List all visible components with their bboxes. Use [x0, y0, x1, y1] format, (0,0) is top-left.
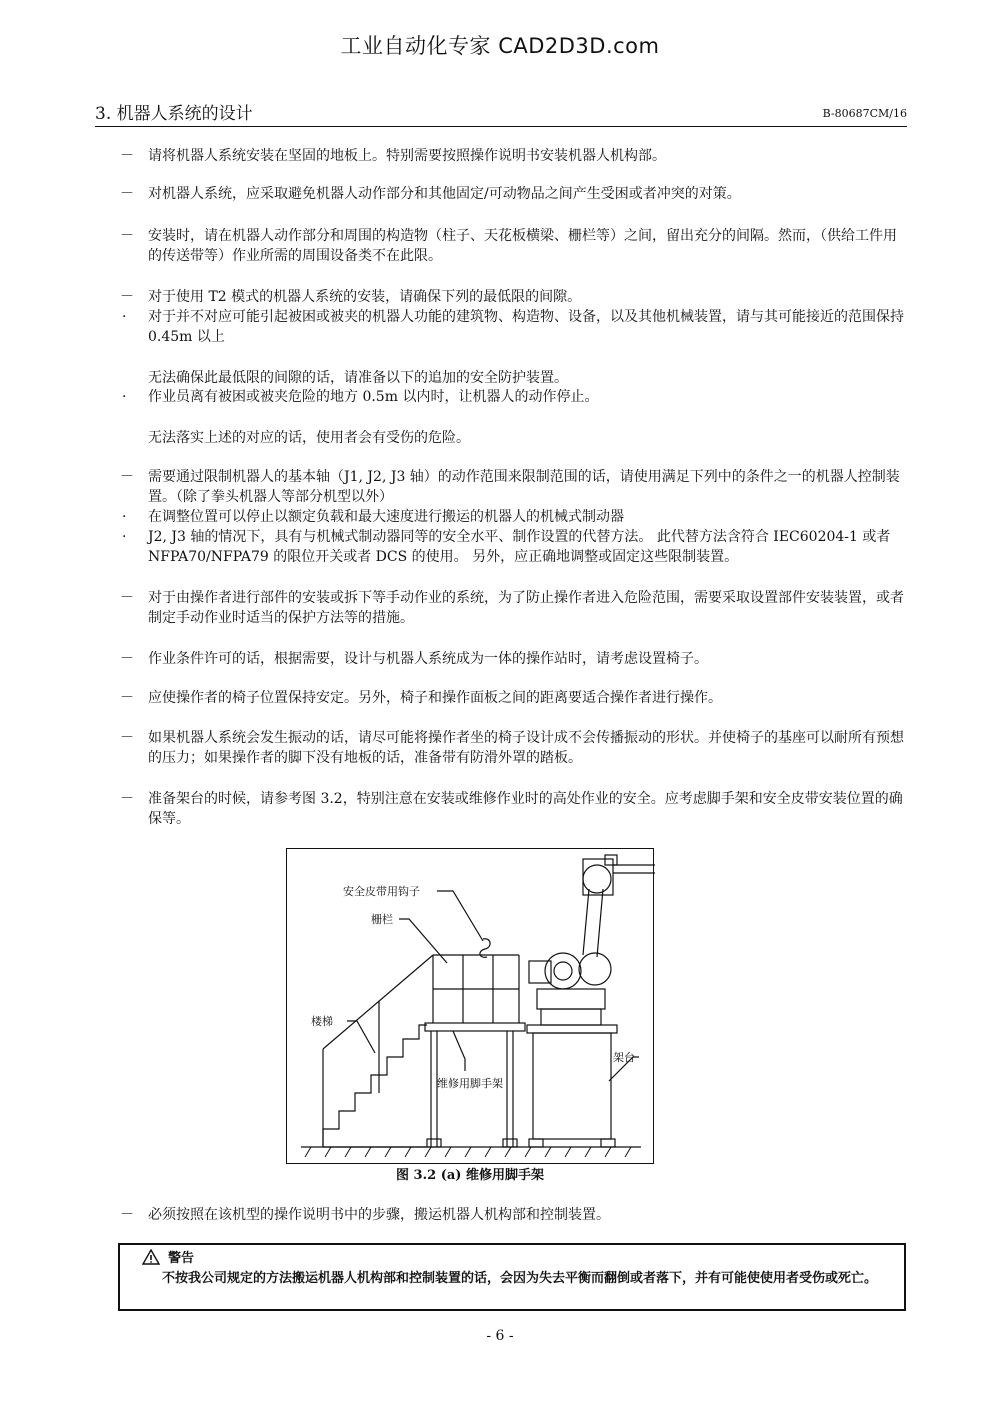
item-text: 必须按照在该机型的操作说明书中的步骤，搬运机器人机构部和控制装置。: [148, 1207, 610, 1223]
item-text: 对于由操作者进行部件的安装或拆下等手动作业的系统，为了防止操作者进入危险范围，需要采取设置部件安装装置，或者制定手动作业时适当的保护方法等的措施。: [148, 590, 904, 626]
section-title: 3. 机器人系统的设计: [95, 104, 253, 124]
t2-bullet-1: [122, 307, 906, 347]
t2-paragraph-1: 无法确保此最低限的间隙的话，请准备以下的追加的安全防护装置。: [148, 370, 568, 386]
warning-title: [142, 1249, 194, 1269]
list-item: [120, 467, 906, 507]
label-fence: 栅栏: [371, 913, 393, 926]
dash-marker: －: [120, 590, 134, 606]
list-item: [120, 184, 906, 204]
item-text: 对机器人系统，应采取避免机器人动作部分和其他固定/可动物品之间产生受困或者冲突的对策。: [148, 186, 741, 202]
axis-bullet-2: [122, 527, 906, 567]
watermark-title: 工业自动化专家 CAD2D3D.com: [340, 34, 660, 58]
bullet-text: 作业员离有被困或被夹危险的地方 0.5m 以内时，让机器人的动作停止。: [148, 389, 599, 405]
warning-title-text: 警告: [168, 1251, 195, 1266]
label-scaffold: 维修用脚手架: [437, 1077, 503, 1090]
item-text: 对于使用 T2 模式的机器人系统的安装，请确保下列的最低限的间隙。: [148, 289, 582, 305]
list-item: [120, 649, 906, 669]
list-item: [120, 146, 906, 166]
document-code: B-80687CM/16: [822, 107, 907, 120]
list-item: [120, 226, 906, 266]
dash-marker: －: [120, 651, 134, 667]
figure-caption: 图 3.2 (a) 维修用脚手架: [396, 1168, 544, 1183]
scaffold-diagram: [287, 849, 655, 1165]
bullet-text: 在调整位置可以停止以额定负载和最大速度进行搬运的机器人的机械式制动器: [148, 509, 624, 525]
warning-triangle-icon: [142, 1249, 160, 1265]
list-item: [120, 1205, 906, 1225]
label-stand: 架台: [613, 1051, 635, 1064]
dash-marker: －: [120, 791, 134, 807]
dash-marker: －: [120, 730, 134, 746]
item-text: 安装时，请在机器人动作部分和周围的构造物（柱子、天花板横梁、栅栏等）之间，留出充分的间隔。然而，（供给工件用的传送带等）作业所需的周围设备类不在此限。: [148, 228, 897, 264]
t2-bullet-2: [122, 387, 906, 407]
dash-marker: －: [120, 186, 134, 202]
dash-marker: －: [120, 148, 134, 164]
figure-scaffold: [286, 848, 654, 1164]
item-text: 应使操作者的椅子位置保持安定。另外，椅子和操作面板之间的距离要适合操作者进行操作。: [148, 690, 722, 706]
t2-paragraph-2: 无法落实上述的对应的话，使用者会有受伤的危险。: [148, 430, 470, 446]
list-item: [120, 287, 906, 307]
item-text: 需要通过限制机器人的基本轴（J1, J2, J3 轴）的动作范围来限制范围的话，请使用满足下列中的条件之一的机器人控制装置。（除了拳头机器人等部分机型以外）: [148, 469, 900, 505]
bullet-dot: ·: [122, 529, 127, 545]
dash-marker: －: [120, 690, 134, 706]
label-hook: 安全皮带用钩子: [343, 885, 420, 898]
list-item: [120, 728, 906, 768]
page-number: - 6 -: [486, 1328, 514, 1344]
item-text: 准备架台的时候，请参考图 3.2，特别注意在安装或维修作业时的高处作业的安全。应考虑脚手架和安全皮带安装位置的确保等。: [148, 791, 903, 827]
page-header: [95, 104, 907, 127]
dash-marker: －: [120, 228, 134, 244]
item-text: 作业条件许可的话，根据需要，设计与机器人系统成为一体的操作站时，请考虑设置椅子。: [148, 651, 708, 667]
list-item: [120, 588, 906, 628]
dash-marker: －: [120, 289, 134, 305]
warning-box: [118, 1243, 906, 1311]
label-stairs: 楼梯: [311, 1015, 333, 1028]
bullet-dot: ·: [122, 389, 127, 405]
list-item: [120, 789, 906, 829]
list-item: [120, 688, 906, 708]
dash-marker: －: [120, 1207, 134, 1223]
warning-body: 不按我公司规定的方法搬运机器人机构部和控制装置的话，会因为失去平衡而翻倒或者落下，并有可能使使用者受伤或死亡。: [162, 1271, 878, 1286]
axis-bullet-1: [122, 507, 906, 527]
bullet-dot: ·: [122, 309, 127, 325]
bullet-dot: ·: [122, 509, 127, 525]
bullet-text: J2, J3 轴的情况下，具有与机械式制动器同等的安全水平、制作设置的代替方法。 此代替方法含符合 IEC60204-1 或者 NFPA70/NFPA79 的限位开关或者 DCS 的使用。 另外，应正确地调整或固定这些限制装置。: [148, 529, 891, 565]
dash-marker: －: [120, 469, 134, 485]
bullet-text: 对于并不对应可能引起被困或被夹的机器人功能的建筑物、构造物、设备，以及其他机械装置，请与其可能接近的范围保持 0.45m 以上: [148, 309, 904, 345]
item-text: 如果机器人系统会发生振动的话，请尽可能将操作者坐的椅子设计成不会传播振动的形状。并使椅子的基座可以耐所有预想的压力；如果操作者的脚下没有地板的话，准备带有防滑外罩的踏板。: [148, 730, 904, 766]
item-text: 请将机器人系统安装在坚固的地板上。特别需要按照操作说明书安装机器人机构部。: [148, 148, 666, 164]
